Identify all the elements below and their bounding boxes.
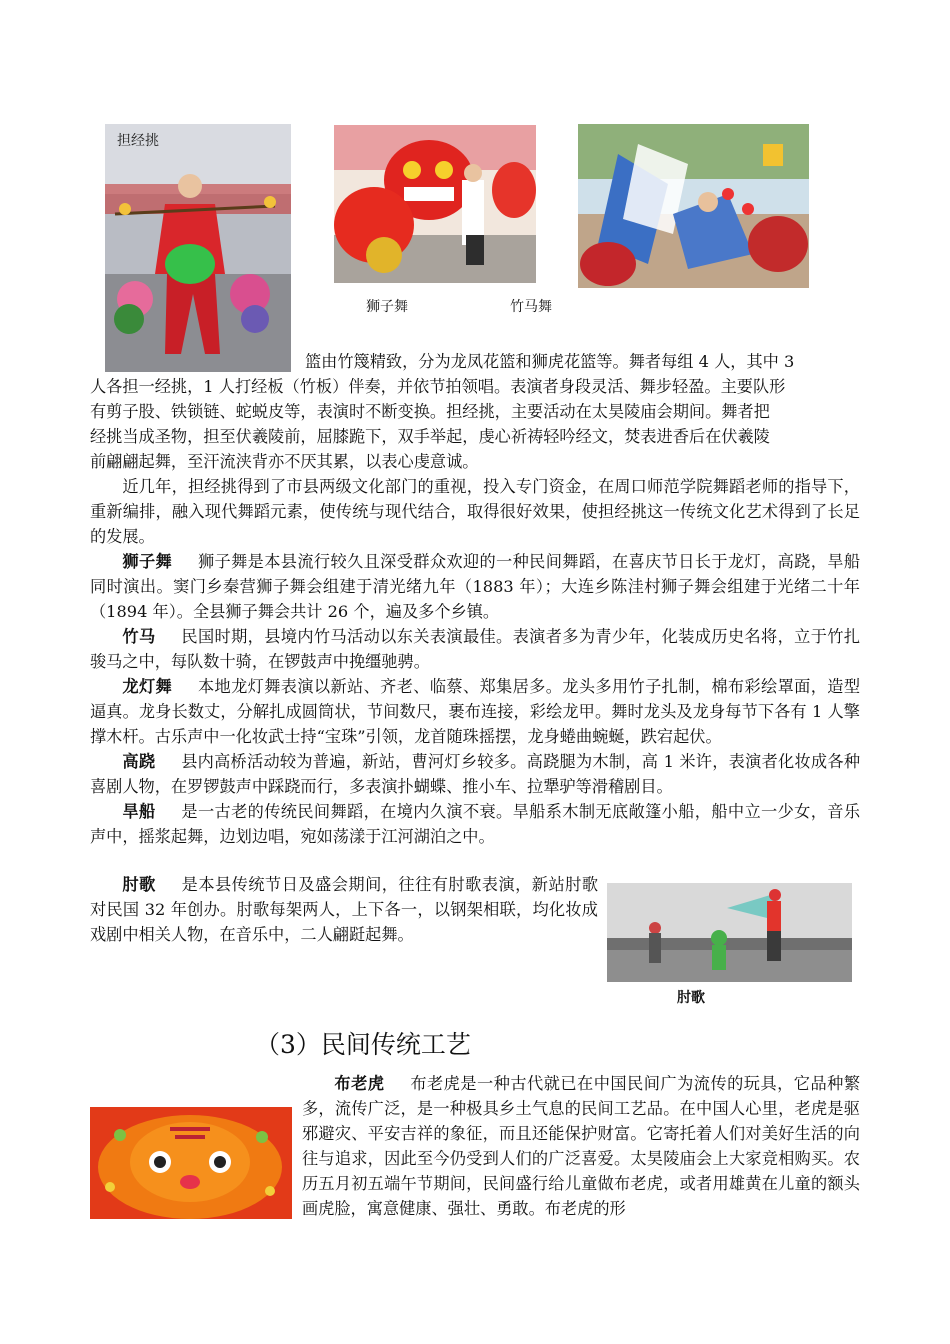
paragraph-longdengwu [90, 674, 860, 749]
term-label: 高跷 [122, 752, 156, 771]
intro-line: 人各担一经挑，1 人打经板（竹板）伴奏，并依节拍领唱。表演者身段灵活、舞步轻盈。主要队形 [90, 377, 786, 396]
section-heading: （3）民间传统工艺 [255, 1030, 471, 1059]
photo-caption-shiziwu: 狮子舞 [366, 299, 408, 315]
paragraph-hanchuan [90, 799, 860, 849]
term-label: 竹马 [122, 627, 156, 646]
paragraph-text: 布老虎是一种古代就已在中国民间广为流传的玩具，它品种繁多，流传广泛，是一种极具乡土气息的民间工艺品。在中国人心里，老虎是驱邪避灾、平安吉祥的象征，而且还能保护财富。它寄托着人们对美好生活的向往与追求，因此至今仍受到人们的广泛喜爱。太昊陵庙会上大家竞相购买。农历五月初五端午节期间，民间盛行给儿童做布老虎，或者用雄黄在儿童的额头画虎脸，寓意健康、强壮、勇敢。布老虎的形 [302, 1074, 861, 1218]
intro-line: 有剪子股、铁锁链、蛇蜕皮等，表演时不断变换。担经挑，主要活动在太昊陵庙会期间。舞者把 [90, 402, 770, 421]
paragraph-text: 是本县传统节日及盛会期间，往往有肘歌表演，新站肘歌对民国 32 年创办。肘歌每架两人，上下各一，以钢架相联，均化妆成戏剧中相关人物，在音乐中，二人翩跹起舞。 [90, 875, 599, 944]
paragraph-text: 本地龙灯舞表演以新站、齐老、临蔡、郑集居多。龙头多用竹子扎制，棉布彩绘罩面，造型逼真。龙身长数丈，分解扎成圆筒状，节间数尺，裹布连接，彩绘龙甲。舞时龙头及龙身每节下各有 1 人擎撑木杆。古乐声中一化妆武士持“宝珠”引领，龙首随珠摇摆，龙身蜷曲蜿蜒，跌宕起伏。 [90, 677, 861, 746]
intro-text [90, 349, 860, 474]
cloth-tiger-photo [90, 1107, 292, 1219]
term-label: 旱船 [122, 802, 156, 821]
paragraph-text: 近几年，担经挑得到了市县两级文化部门的重视，投入专门资金，在周口师范学院舞蹈老师的指导下，重新编排，融入现代舞蹈元素，使传统与现代结合，取得很好效果，使担经挑这一传统文化艺术得到了长足的发展。 [90, 477, 860, 546]
term-label: 狮子舞 [122, 552, 173, 571]
paragraph-text: 狮子舞是本县流行较久且深受群众欢迎的一种民间舞蹈，在喜庆节日长于龙灯，高跷，旱船同时演出。窦门乡秦营狮子舞会组建于清光绪九年（1883 年）；大连乡陈洼村狮子舞会组建于光绪二十年（1894 年）。全县狮子舞会共计 26 个，遍及多个乡镇。 [90, 552, 861, 621]
term-label: 肘歌 [122, 875, 156, 894]
intro-line: 经挑当成圣物，担至伏羲陵前，屈膝跪下，双手举起，虔心祈祷轻吟经文，焚表进香后在伏羲陵 [90, 427, 770, 446]
paragraph-text: 县内高桥活动较为普遍，新站，曹河灯乡较多。高跷腿为木制，高 1 米许，表演者化妆成各种喜剧人物，在罗锣鼓声中踩跷而行，多表演扑蝴蝶、推小车、拉犟驴等滑稽剧目。 [90, 752, 861, 796]
paragraph-gaoqiao [90, 749, 860, 799]
folk-dancer-photo [105, 124, 291, 372]
intro-line: 前翩翩起舞，至汗流浃背亦不厌其累，以表心虔意诚。 [90, 452, 479, 471]
paragraph-recent [90, 474, 860, 549]
paragraph-shiziwu [90, 549, 860, 624]
paragraph-text: 民国时期，县境内竹马活动以东关表演最佳。表演者多为青少年，化装成历史名将，立于竹扎骏马之中，每队数十骑，在锣鼓声中挽缰驰骋。 [90, 627, 861, 671]
paragraph-text: 是一古老的传统民间舞蹈，在境内久演不衰。旱船系木制无底敞篷小船，船中立一少女，音乐声中，摇浆起舞，边划边唱，宛如荡漾于江河湖泊之中。 [90, 802, 861, 846]
term-label: 龙灯舞 [122, 677, 173, 696]
photo-caption-zhouge: 肘歌 [677, 990, 705, 1006]
photo-caption-zhumawu: 竹马舞 [510, 299, 552, 315]
elbow-song-photo [607, 883, 852, 982]
intro-line: 篮由竹篾精致，分为龙凤花篮和狮虎花篮等。舞者每组 4 人，其中 3 [305, 352, 795, 371]
body-paragraphs [90, 474, 860, 849]
lion-dance-photo [334, 125, 536, 283]
paragraph-zhuma [90, 624, 860, 674]
bamboo-horse-dance-photo [578, 124, 809, 288]
photo-caption-danjingtiao: 担经挑 [117, 133, 159, 149]
term-label: 布老虎 [334, 1074, 385, 1093]
zhouge-paragraph [90, 872, 598, 947]
